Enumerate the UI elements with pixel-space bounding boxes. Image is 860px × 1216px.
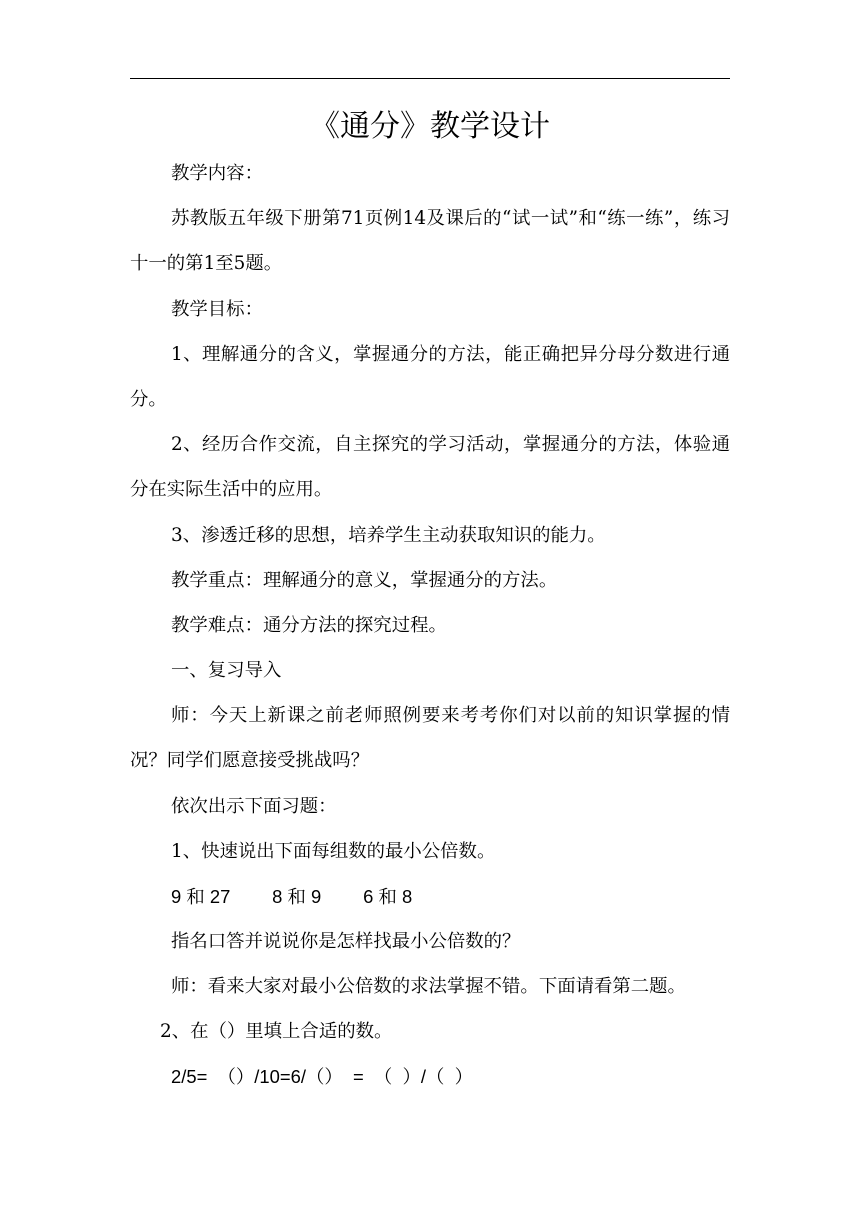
document-title: 《通分》教学设计 bbox=[310, 109, 550, 144]
paragraph-teaching-goals-heading: 教学目标： bbox=[171, 299, 263, 320]
paragraph-teacher-comment: 师：看来大家对最小公倍数的求法掌握不错。下面请看第二题。 bbox=[171, 976, 686, 997]
section-heading-review: 一、复习导入 bbox=[171, 660, 282, 681]
paragraph-teaching-content-heading: 教学内容： bbox=[171, 163, 263, 184]
exercise-1-numbers: 9 和 27 8 和 9 6 和 8 bbox=[171, 886, 413, 907]
paragraph-goal-2: 2、经历合作交流，自主探究的学习活动，掌握通分的方法，体验通分在实际生活中的应用。 bbox=[130, 434, 730, 500]
paragraph-show-exercises: 依次出示下面习题： bbox=[171, 796, 337, 817]
exercise-2-fractions: 2/5= （）/10=6/（） = （ ）/（ ） bbox=[171, 1066, 474, 1087]
header-rule bbox=[130, 78, 730, 79]
paragraph-goal-1: 1、理解通分的含义，掌握通分的方法，能正确把异分母分数进行通分。 bbox=[130, 344, 730, 410]
paragraph-difficulty: 教学难点：通分方法的探究过程。 bbox=[171, 615, 447, 636]
paragraph-teaching-content: 苏教版五年级下册第71页例14及课后的“试一试”和“练一练”，练习十一的第1至5题。 bbox=[130, 208, 730, 274]
exercise-1-prompt: 1、快速说出下面每组数的最小公倍数。 bbox=[171, 841, 496, 862]
paragraph-teacher-intro: 师：今天上新课之前老师照例要来考考你们对以前的知识掌握的情况？同学们愿意接受挑战吗？ bbox=[130, 705, 730, 771]
paragraph-goal-3: 3、渗透迁移的思想，培养学生主动获取知识的能力。 bbox=[171, 525, 606, 546]
exercise-2-prompt: 2、在（）里填上合适的数。 bbox=[160, 1021, 393, 1042]
paragraph-key-point: 教学重点：理解通分的意义，掌握通分的方法。 bbox=[171, 570, 558, 591]
paragraph-oral-answer: 指名口答并说说你是怎样找最小公倍数的？ bbox=[171, 931, 521, 952]
